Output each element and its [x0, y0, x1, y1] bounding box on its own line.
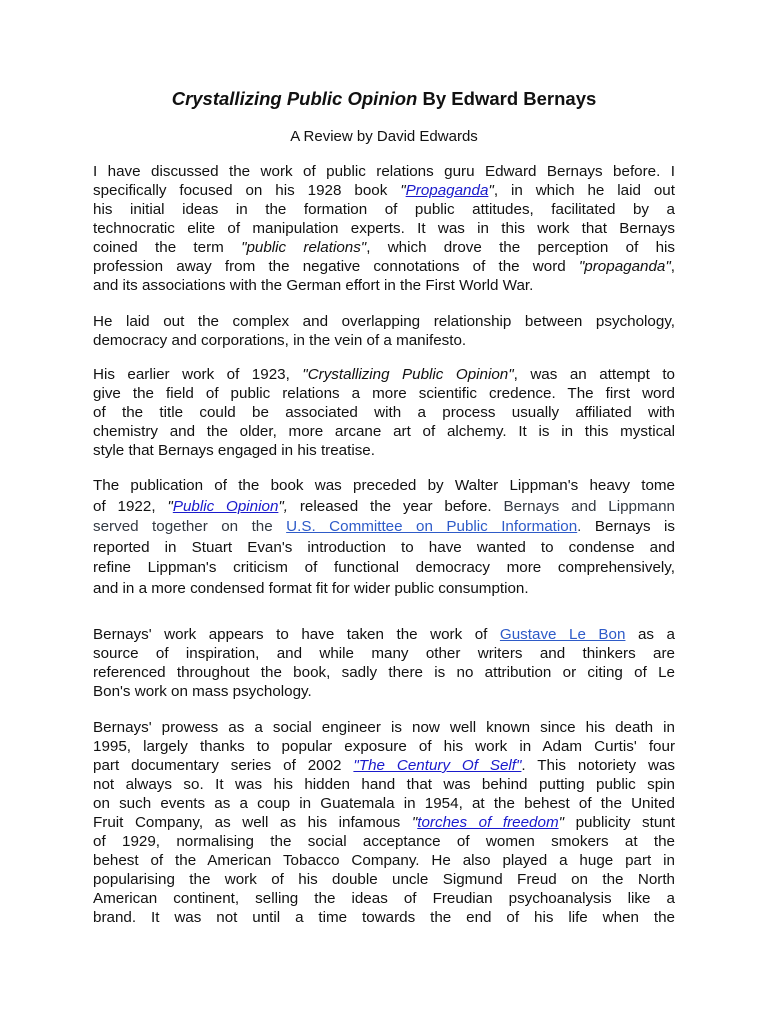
- text-line: of the title could be associated with a process usually affiliated with: [93, 404, 675, 421]
- gustave-le-bon-link[interactable]: Gustave Le Bon: [499, 626, 626, 643]
- text-line: Fruit Company, as well as his infamous "torches of freedom" publicity stunt: [93, 814, 675, 831]
- text-line: and in a more condensed format fit for wider public consumption.: [93, 579, 529, 597]
- paragraph-2: [93, 312, 675, 350]
- text-line: Bernays' work appears to have taken the work of Gustave Le Bon as a: [93, 626, 675, 643]
- text-line: profession away from the negative connotations of the word "propaganda",: [93, 258, 675, 275]
- text-line: source of inspiration, and while many other writers and thinkers are: [93, 645, 675, 662]
- text-line: Bon's work on mass psychology.: [93, 683, 312, 700]
- text-line: brand. It was not until a time towards the end of his life when the: [93, 909, 675, 926]
- text-line: part documentary series of 2002 "The Century Of Self". This notoriety was: [93, 757, 675, 774]
- text-line: technocratic elite of manipulation experts. It was in this work that Bernays: [93, 220, 675, 237]
- text-line: of 1922, "Public Opinion", released the year before. Bernays and Lippmann: [93, 497, 675, 515]
- us-committee-link[interactable]: U.S. Committee on Public Information: [286, 518, 578, 536]
- text-line: I have discussed the work of public relations guru Edward Bernays before. I: [93, 163, 675, 180]
- document-title: [0, 86, 768, 112]
- author-byline: By Edward Bernays: [417, 88, 597, 109]
- text-line: coined the term "public relations", which drove the perception of his: [93, 239, 676, 256]
- public-opinion-link[interactable]: Public Opinion: [172, 497, 279, 515]
- text-line: The publication of the book was preceded by Walter Lippman's heavy tome: [93, 477, 675, 494]
- torches-of-freedom-link[interactable]: torches of freedom: [417, 814, 559, 831]
- text-line: reported in Stuart Evan's introduction to have wanted to condense and: [93, 538, 675, 556]
- text-line: chemistry and the older, more arcane art of alchemy. It is in this mystical: [93, 423, 675, 440]
- text-line: 1995, largely thanks to popular exposure of his work in Adam Curtis' four: [93, 738, 675, 755]
- paragraph-4: [93, 476, 675, 600]
- text-line: style that Bernays engaged in his treatise.: [93, 442, 375, 459]
- text-line: Bernays' prowess as a social engineer is now well known since his death in: [93, 719, 675, 736]
- text-line: popularising the work of his double uncle Sigmund Freud on the North: [93, 871, 675, 888]
- paragraph-6: [93, 718, 675, 927]
- text-line: served together on the U.S. Committee on Public Information. Bernays is: [93, 518, 675, 536]
- text-line: of 1929, normalising the social acceptance of women smokers at the: [93, 833, 675, 850]
- text-line: not always so. It was his hidden hand that was behind putting public spin: [93, 776, 675, 793]
- text-line: his initial ideas in the formation of public attitudes, facilitated by a: [93, 201, 675, 218]
- text-line: specifically focused on his 1928 book "Propaganda", in which he laid out: [93, 182, 675, 199]
- text-line: and its associations with the German effort in the First World War.: [93, 277, 534, 294]
- century-of-self-link[interactable]: "The Century Of Self": [353, 757, 522, 774]
- text-line: He laid out the complex and overlapping relationship between psychology,: [93, 313, 675, 330]
- text-line: refine Lippman's criticism of functional democracy more comprehensively,: [93, 559, 675, 577]
- text-line: American continent, selling the ideas of Freudian psychoanalysis like a: [93, 890, 675, 907]
- text-line: on such events as a coup in Guatemala in 1954, at the behest of the United: [93, 795, 675, 812]
- text-line: democracy and corporations, in the vein of a manifesto.: [93, 332, 467, 349]
- paragraph-1: [93, 162, 675, 295]
- review-byline: A Review by David Edwards: [290, 128, 478, 145]
- text-line: give the field of public relations a more scientific credence. The first word: [93, 385, 675, 402]
- text-line: His earlier work of 1923, "Crystallizing Public Opinion", was an attempt to: [93, 366, 675, 383]
- text-line: referenced throughout the book, sadly there is no attribution or citing of Le: [93, 664, 675, 681]
- paragraph-3: [93, 365, 675, 460]
- paragraph-5: [93, 625, 675, 701]
- book-title: Crystallizing Public Opinion: [171, 88, 418, 109]
- propaganda-link[interactable]: Propaganda: [405, 182, 489, 199]
- text-line: behest of the American Tobacco Company. He also played a huge part in: [93, 852, 675, 869]
